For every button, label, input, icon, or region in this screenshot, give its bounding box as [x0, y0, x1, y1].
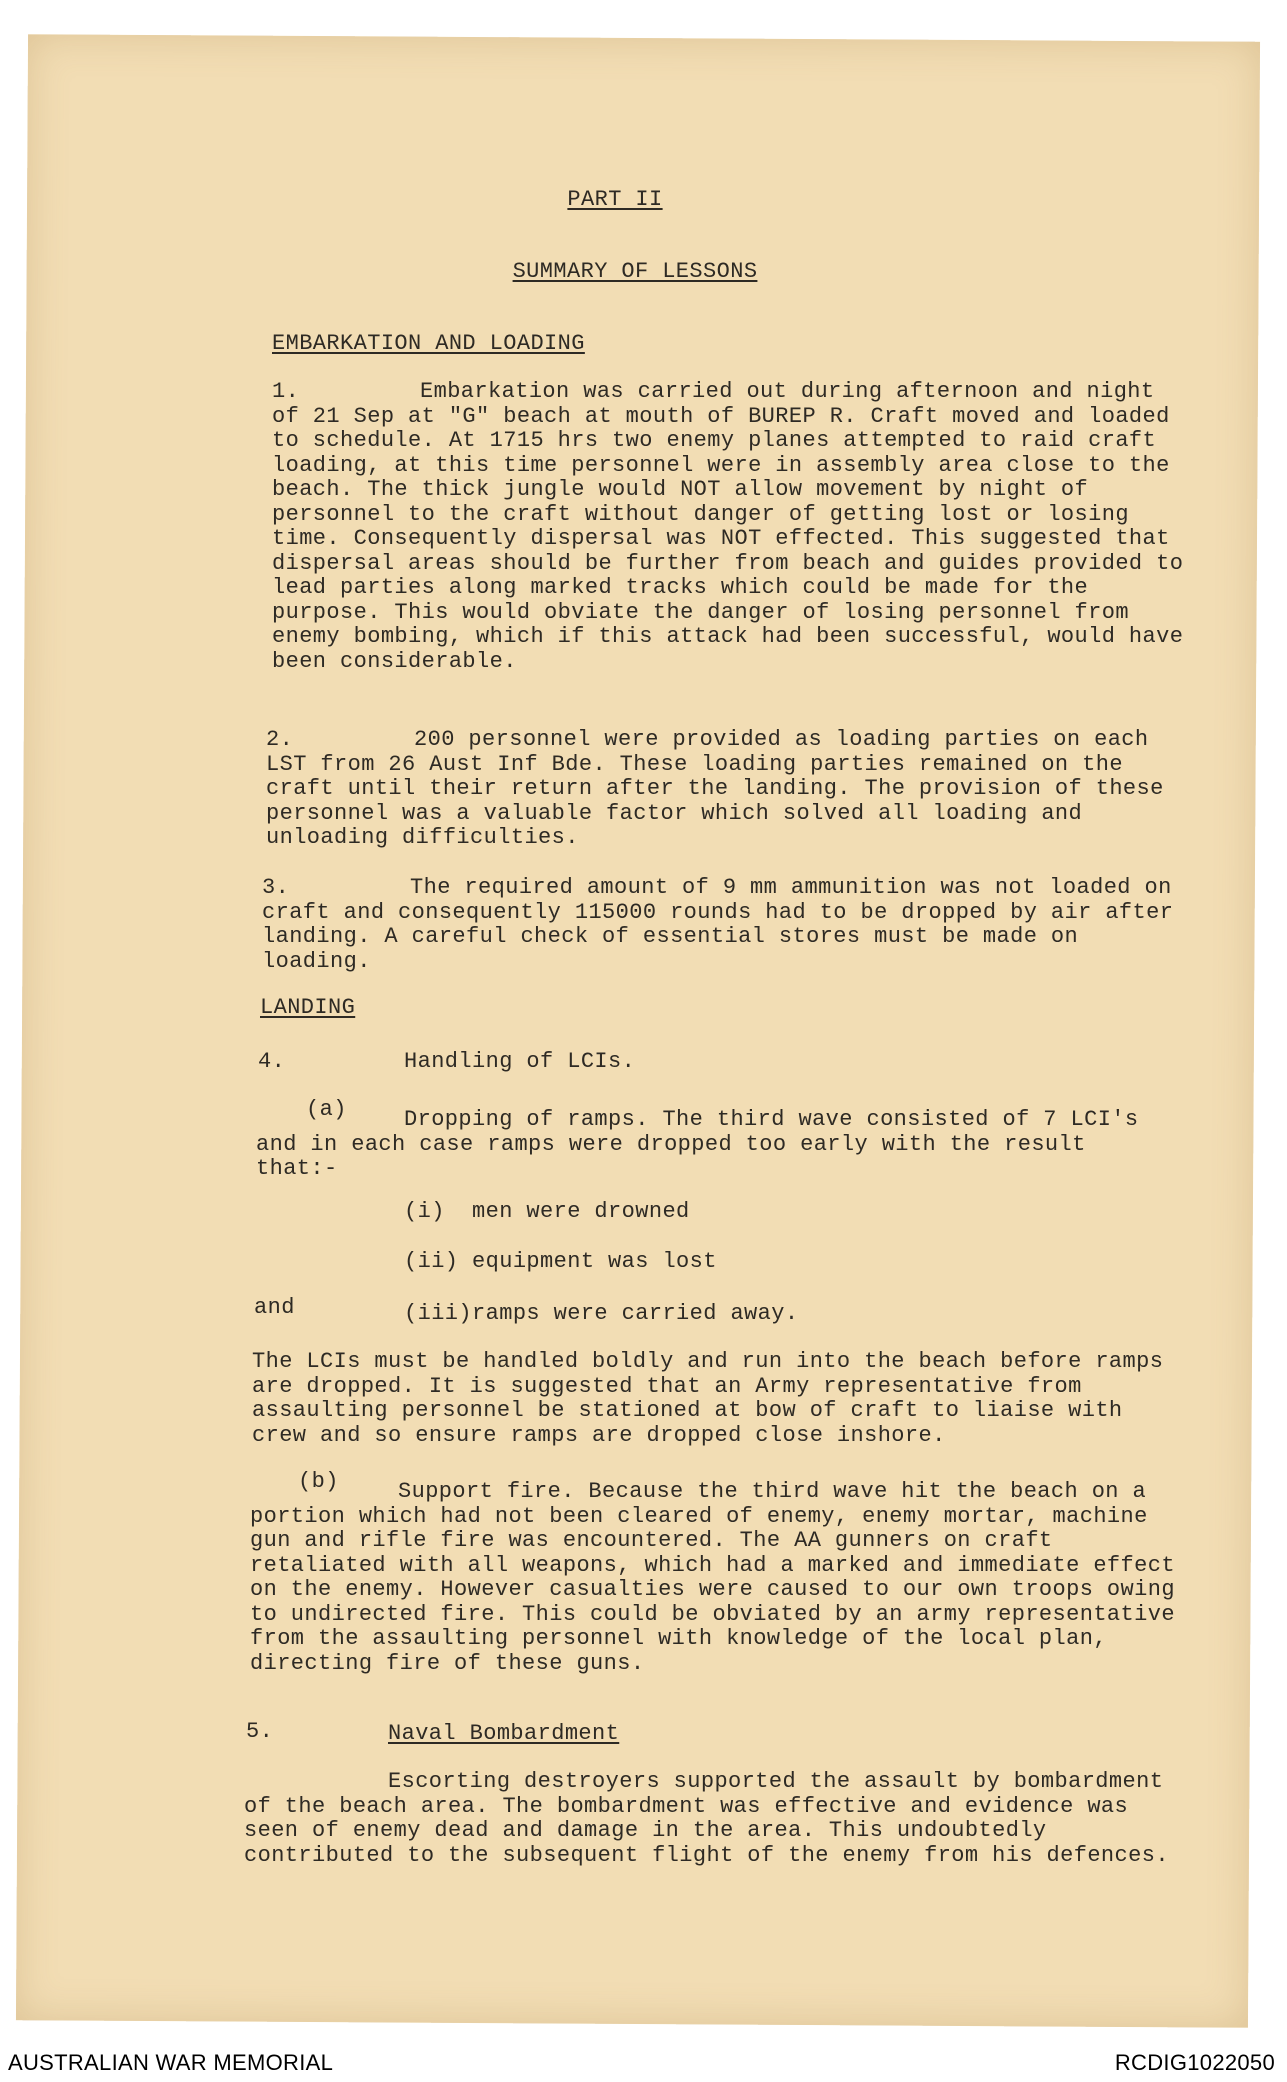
document-page [16, 34, 1260, 2027]
embarkation-heading: EMBARKATION AND LOADING [272, 331, 585, 356]
subpara-b-label: (b) [298, 1469, 339, 1494]
para-2-number: 2. [266, 727, 294, 752]
para-5: Escorting destroyers supported the assault by bombardment of the beach area. The bombardment was effective and evidence was seen of enemy dead and damage in the area. This undoubtedly contributed to the subsequent flight of the enemy from his defences. [244, 1769, 1169, 1868]
para-4-number: 4. [258, 1049, 286, 1074]
para-5-number: 5. [246, 1719, 274, 1744]
and-label: and [254, 1295, 295, 1320]
footer-right: RCDIG1022050 [1114, 2050, 1275, 2075]
page-title: PART II [567, 187, 663, 212]
subpara-b: Support fire. Because the third wave hit the beach on a portion which had not been cleared of enemy, enemy mortar, machine gun and rifle fire was encountered. The AA gunners on craft retaliated with all weapons, which had a marked and immediate effect on the enemy. However casualties were caused to our own troops owing to undirected fire. This could be obviated by an army representative from the assaulting personnel with knowledge of the local plan, directing fire of these guns. [250, 1479, 1175, 1676]
para-1: Embarkation was carried out during afternoon and night of 21 Sep at "G" beach at mouth of BUREP R. Craft moved and loaded to schedule. At 1715 hrs two enemy planes attempted to raid craft loading, at this time personnel were in assembly area close to the beach. The thick jungle would NOT allow movement by night of personnel to the craft without danger of getting lost or losing time. Consequently dispersal was NOT effected. This suggested that dispersal areas should be further from beach and guides provided to lead parties along marked tracks which could be made for the purpose. This would obviate the danger of losing personnel from enemy bombing, which if this attack had been successful, would have been considerable. [272, 379, 1184, 674]
subpara-a-label: (a) [306, 1097, 347, 1122]
para-2: 200 personnel were provided as loading parties on each LST from 26 Aust Inf Bde. These loading parties remained on the craft until their return after the landing. The provision of these personnel was a valuable factor which solved all loading and unloading difficulties. [266, 727, 1164, 850]
para-3: The required amount of 9 mm ammunition was not loaded on craft and consequently 115000 rounds had to be dropped by air after landing. A careful check of essential stores must be made on loading. [262, 875, 1174, 974]
page-subtitle: SUMMARY OF LESSONS [512, 259, 758, 284]
para-4-title: Handling of LCIs. [404, 1049, 636, 1074]
footer-left: AUSTRALIAN WAR MEMORIAL [8, 2050, 334, 2075]
list-item-iii: (iii)ramps were carried away. [404, 1301, 799, 1326]
landing-heading: LANDING [260, 995, 356, 1020]
list-item-i: (i) men were drowned [404, 1199, 690, 1224]
para-5-title: Naval Bombardment [388, 1721, 620, 1746]
ramps-paragraph: The LCIs must be handled boldly and run into the beach before ramps are dropped. It is suggested that an Army representative from assaulting personnel be stationed at bow of craft to liaise with crew and so ensure ramps are dropped close inshore. [252, 1349, 1164, 1448]
para-1-number: 1. [272, 379, 300, 404]
para-3-number: 3. [262, 875, 290, 900]
subpara-a: Dropping of ramps. The third wave consisted of 7 LCI's and in each case ramps were dropped too early with the result that:- [256, 1107, 1139, 1181]
list-item-ii: (ii) equipment was lost [404, 1249, 717, 1274]
